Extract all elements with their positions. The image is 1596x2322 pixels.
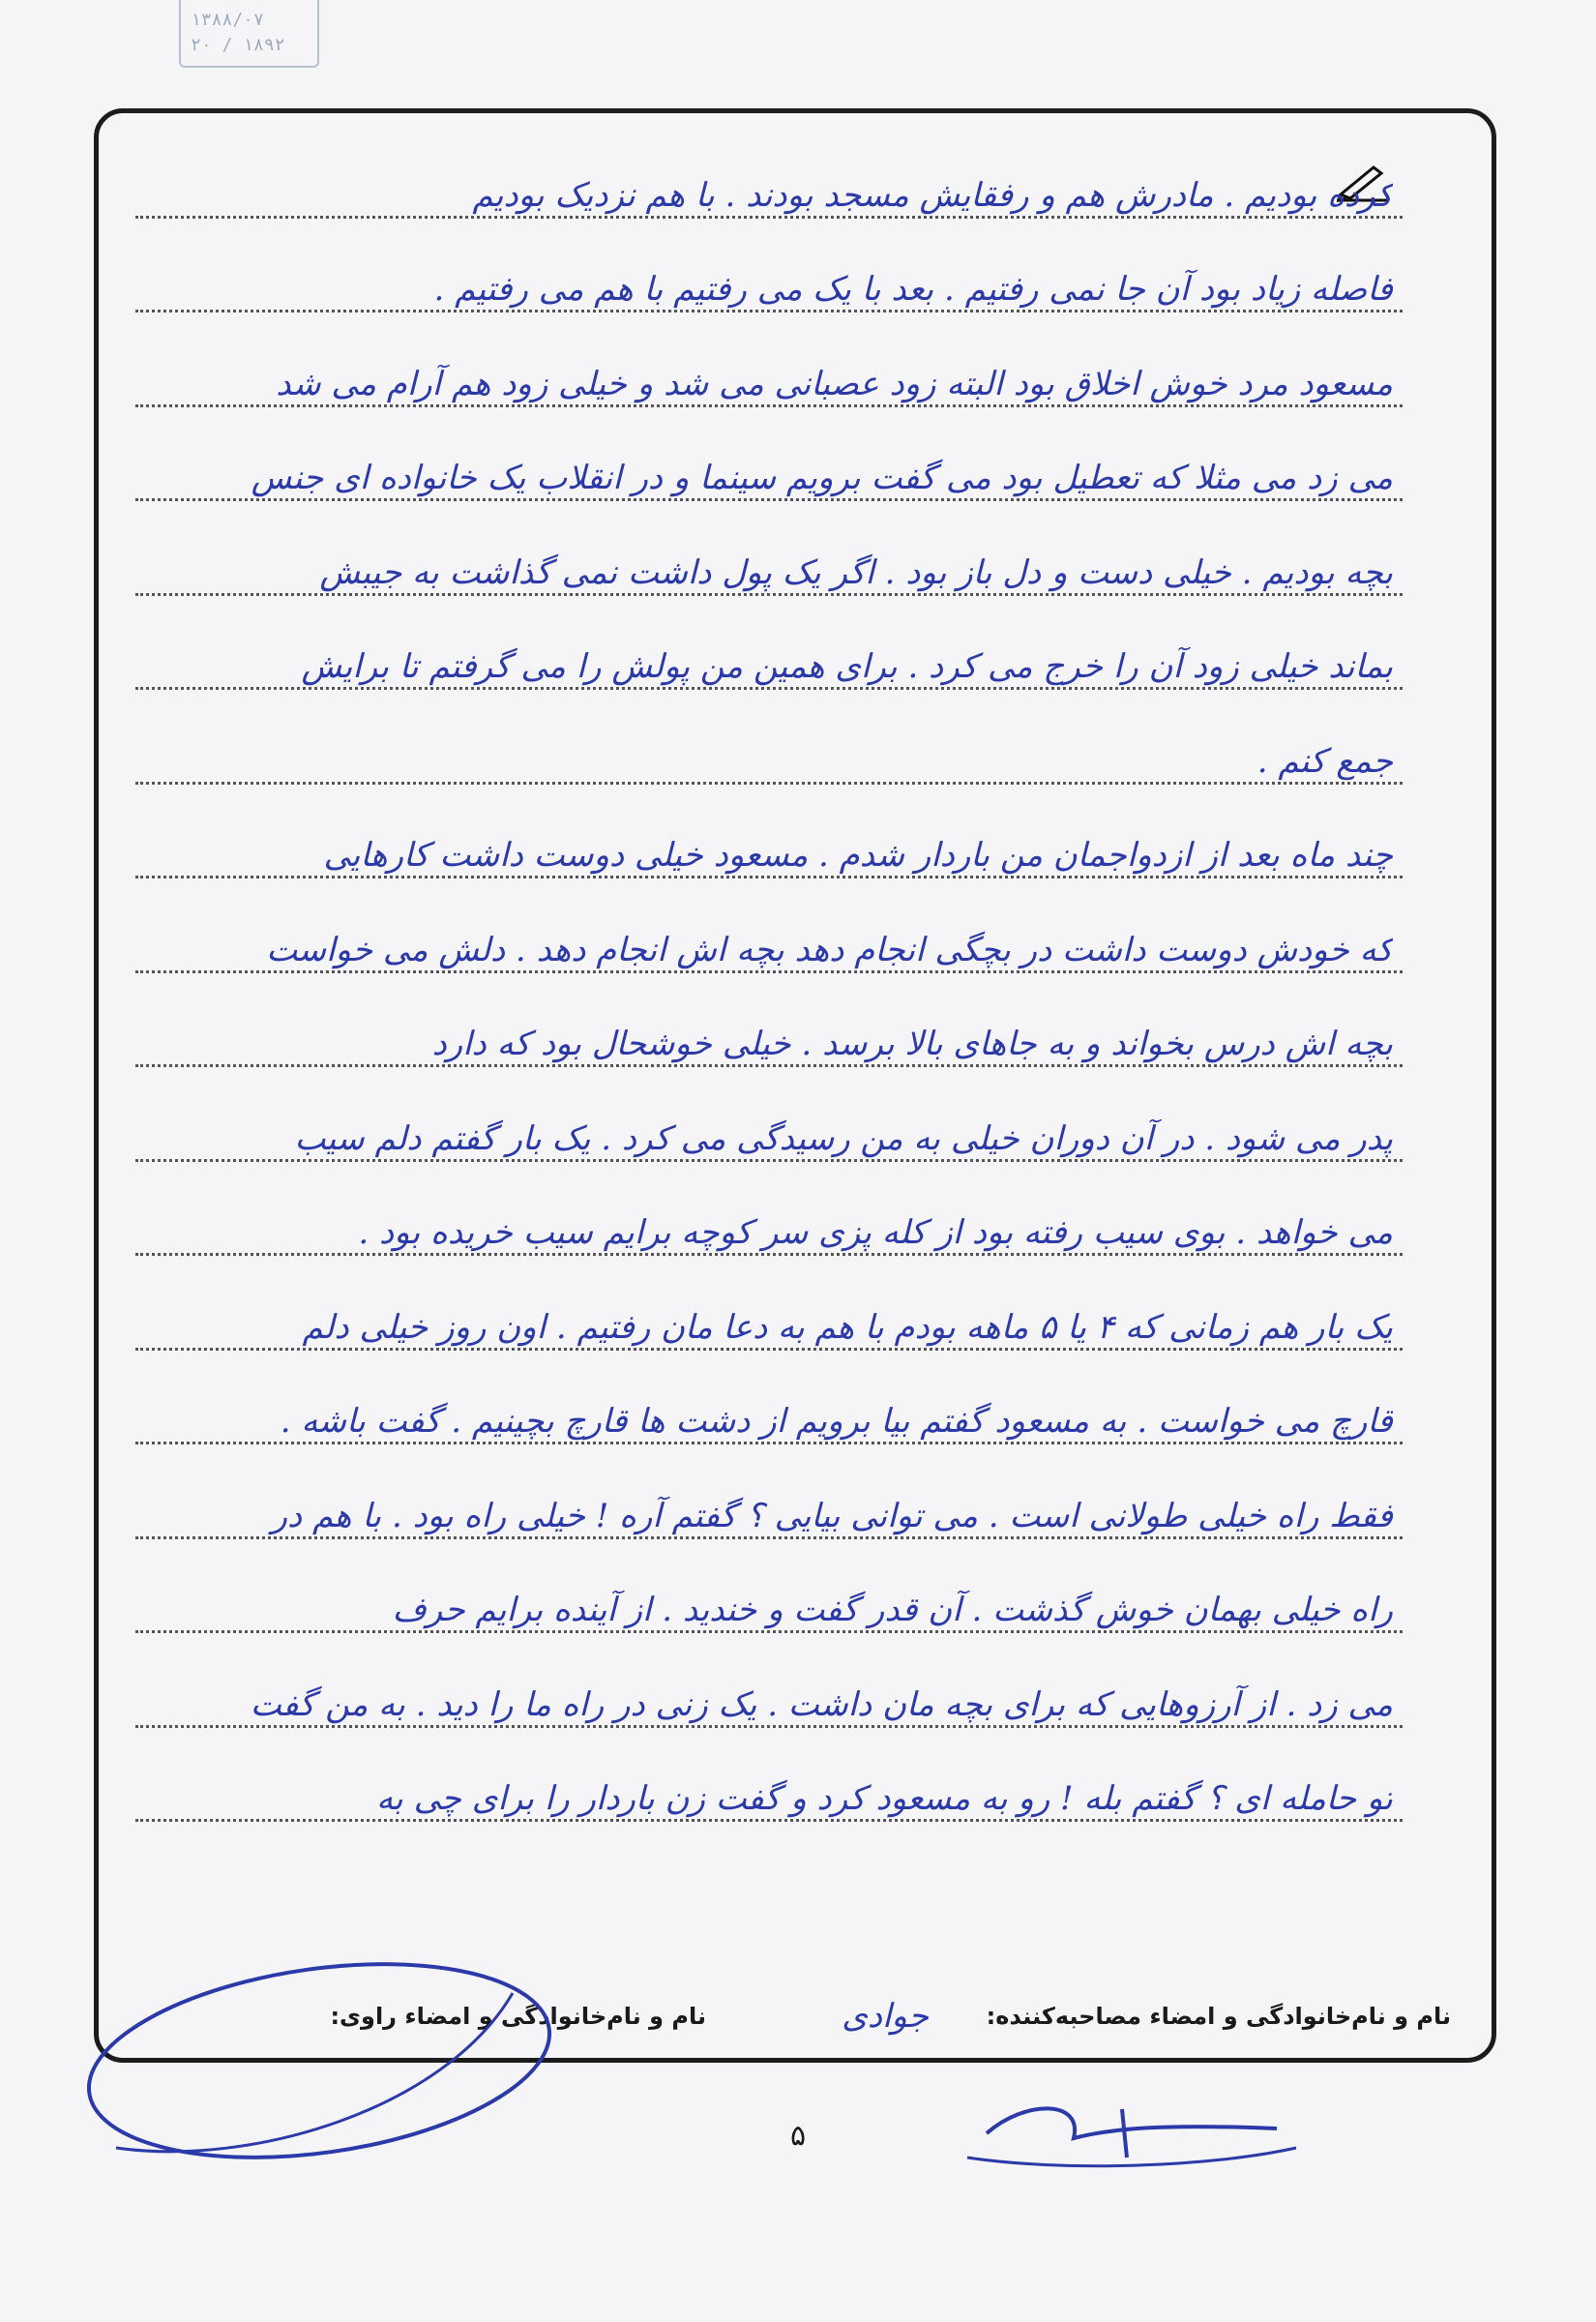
text-line xyxy=(106,522,1403,617)
text-line-content: تو حامله ای ؟ گفتم بله ! رو به مسعود کرد و گفت زن باردار را برای چی به xyxy=(376,1779,1393,1818)
text-line xyxy=(106,1561,1403,1655)
text-line-content: قارچ می خواست . به مسعود گفتم بیا برویم از دشت ها قارچ بچینیم . گفت باشه . xyxy=(280,1402,1393,1441)
text-line xyxy=(106,1466,1403,1561)
text-line-content: بچه اش درس بخواند و به جاهای بالا برسد . خیلی خوشحال بود که دارد xyxy=(431,1025,1393,1063)
bottom-signature xyxy=(987,2108,1277,2158)
interviewer-label: نام و نام‌خانوادگی و امضاء مصاحبه‌کننده: xyxy=(986,2003,1451,2030)
stamp-line-1: ۱۳۸۸/۰۷ xyxy=(191,10,264,30)
page-number: ۵ xyxy=(789,2119,807,2153)
text-line-content: که خودش دوست داشت در بچگی انجام دهد بچه اش انجام دهد . دلش می خواست xyxy=(266,930,1393,969)
text-line-content: یک بار هم زمانی که ۴ یا ۵ ماهه بودم با هم به دعا مان رفتیم . اون روز خیلی دلم xyxy=(302,1307,1393,1347)
text-line-content: فقط راه خیلی طولانی است . می توانی بیایی ؟ گفتم آره ! خیلی راه بود . با هم در xyxy=(271,1496,1393,1535)
text-line xyxy=(106,145,1403,240)
text-line xyxy=(106,1088,1403,1183)
text-line-content: می خواهد . بوی سیب رفته بود از کله پزی سر کوچه برایم سیب خریده بود . xyxy=(358,1213,1393,1252)
text-line-content: بماند خیلی زود آن را خرج می کرد . برای همین من پولش را می گرفتم تا برایش xyxy=(301,647,1393,686)
interviewer-name: جوادی xyxy=(842,1997,929,2036)
text-line xyxy=(106,995,1403,1089)
text-line-content: کرده بودیم . مادرش هم و رفقایش مسجد بودند . با هم نزدیک بودیم xyxy=(472,175,1393,215)
text-line-content: جمع کنم . xyxy=(1256,741,1393,781)
text-line-content: چند ماه بعد از ازدواجمان من باردار شدم . مسعود خیلی دوست داشت کارهایی xyxy=(323,836,1393,875)
bottom-signature-underline xyxy=(967,2148,1296,2166)
text-line xyxy=(106,711,1403,806)
text-line-content: مسعود مرد خوش اخلاق بود البته زود عصبانی می شد و خیلی زود هم آرام می شد xyxy=(276,364,1393,403)
text-line xyxy=(106,240,1403,335)
text-line xyxy=(106,1277,1403,1372)
text-line xyxy=(106,334,1403,429)
text-line-content: راه خیلی بهمان خوش گذشت . آن قدر گفت و خندید . از آینده برایم حرف xyxy=(392,1591,1393,1629)
handwritten-text-area xyxy=(106,145,1403,1843)
stamp-line-2: ۲۰ / ۱۸۹۲ xyxy=(191,35,285,55)
text-line-content: بچه بودیم . خیلی دست و دل باز بود . اگر یک پول داشت نمی گذاشت به جیبش xyxy=(319,552,1393,592)
signature-footer xyxy=(135,1997,1470,2051)
text-line xyxy=(106,806,1403,901)
text-line-content: فاصله زیاد بود آن جا نمی رفتیم . بعد با یک می رفتیم با هم می رفتیم . xyxy=(433,270,1393,309)
narrator-label: نام و نام‌خانوادگی و امضاء راوی: xyxy=(330,2003,706,2030)
archive-stamp xyxy=(179,0,319,68)
text-line-content: می زد می مثلا که تعطیل بود می گفت برویم سینما و در انقلاب یک خانواده ای جنس xyxy=(251,459,1393,497)
text-line-content: پدر می شود . در آن دوران خیلی به من رسیدگی می کرد . یک بار گفتم دلم سیب xyxy=(294,1118,1393,1158)
text-line-content: می زد . از آرزوهایی که برای بچه مان داشت . یک زنی در راه ما را دید . به من گفت xyxy=(250,1684,1393,1724)
text-line xyxy=(106,429,1403,523)
text-line xyxy=(106,617,1403,712)
text-line xyxy=(106,1372,1403,1467)
text-line xyxy=(106,1749,1403,1844)
text-line xyxy=(106,1183,1403,1278)
text-line xyxy=(106,1654,1403,1749)
text-line xyxy=(106,900,1403,995)
